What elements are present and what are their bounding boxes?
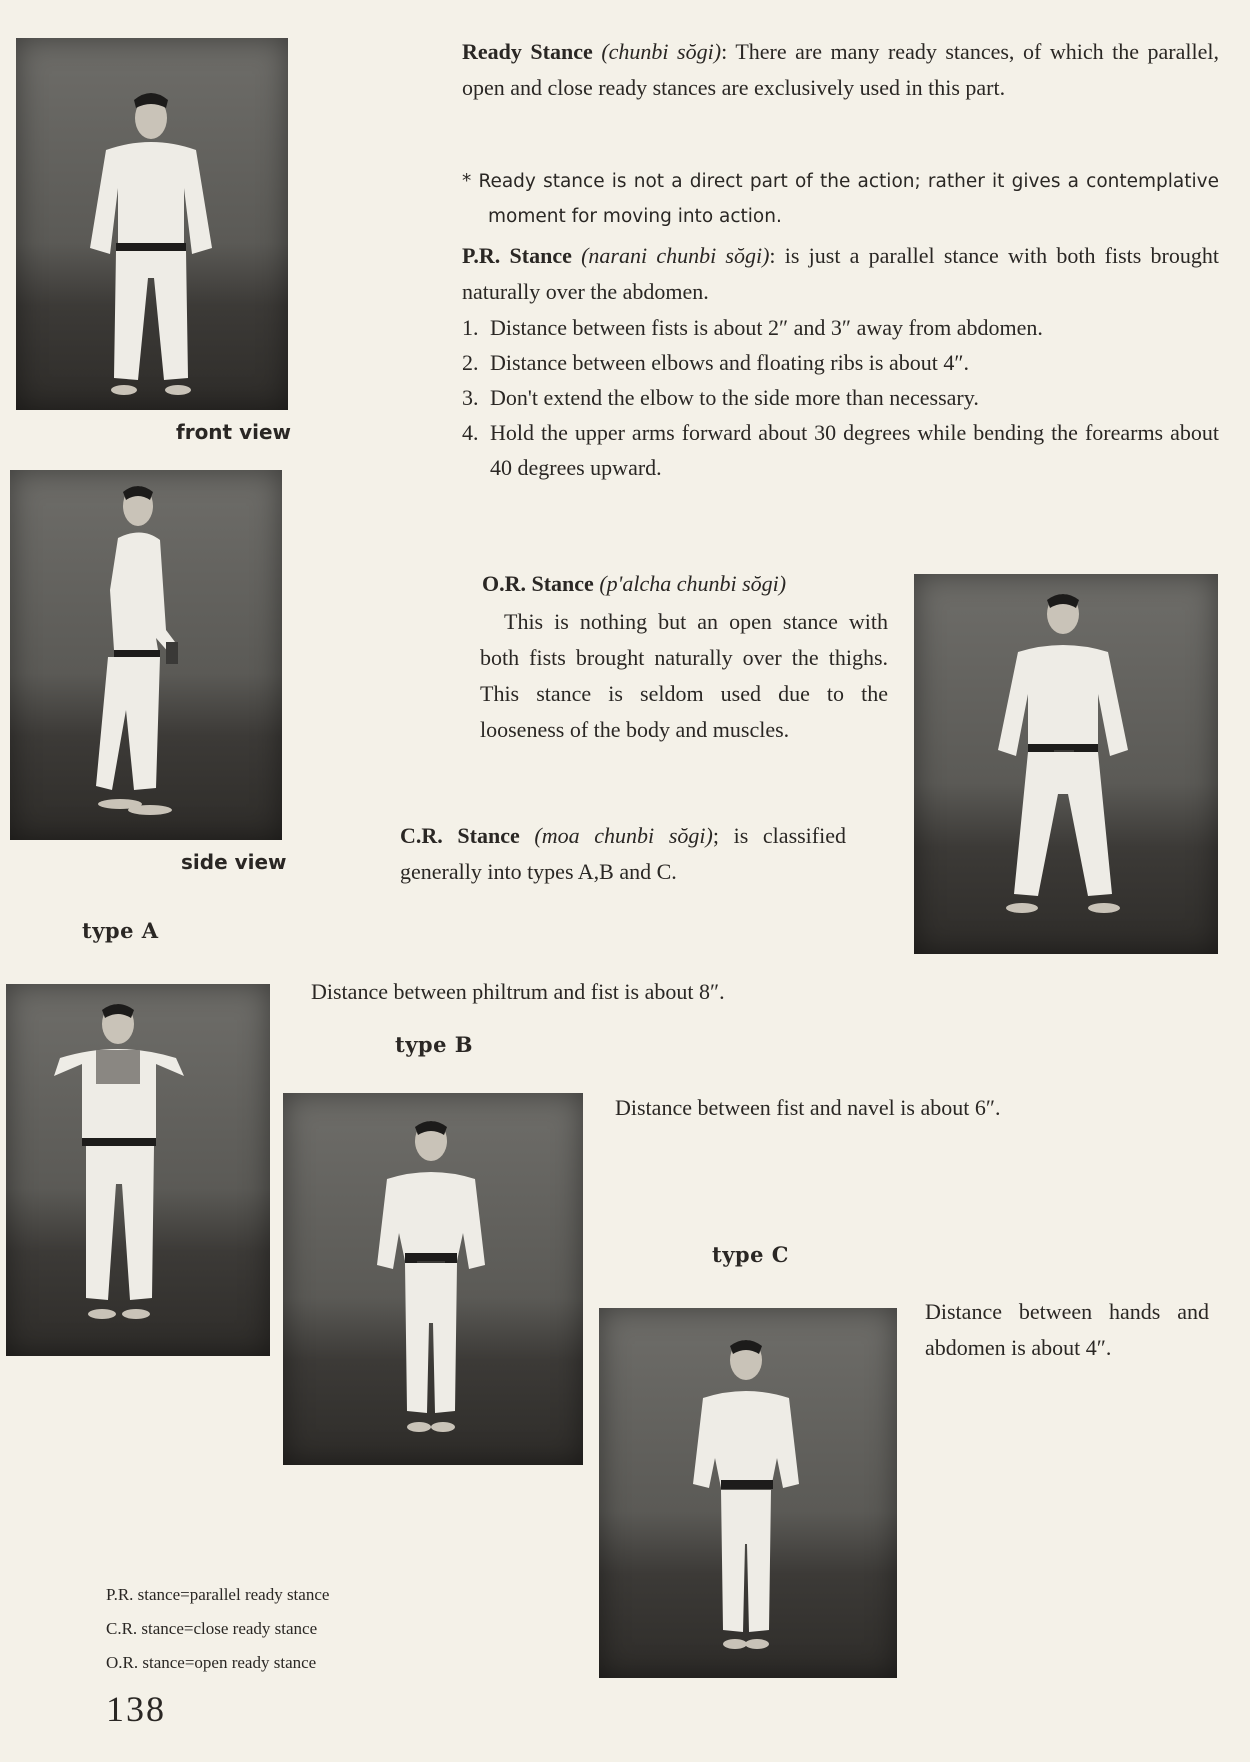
photo-cr-type-a	[6, 984, 270, 1356]
photo-pr-front-view	[16, 38, 288, 410]
or-stance-heading	[482, 566, 890, 602]
list-item-number: 4.	[462, 420, 479, 445]
pr-stance-term: (narani chunbi sŏgi)	[581, 243, 770, 268]
list-item-text: Distance between fists is about 2″ and 3″ away from abdomen.	[490, 315, 1043, 340]
label-type-b: type B	[395, 1032, 474, 1057]
type-c-description: Distance between hands and abdomen is about 4″.	[925, 1299, 1209, 1360]
list-item-text: Don't extend the elbow to the side more than necessary.	[490, 385, 979, 410]
ready-stance-title: Ready Stance	[462, 39, 593, 64]
list-item-number: 2.	[462, 350, 479, 375]
label-type-a: type A	[82, 918, 159, 943]
or-stance-body	[480, 604, 888, 748]
pr-stance-list	[462, 310, 1219, 485]
legend-item: P.R. stance=parallel ready stance	[106, 1585, 330, 1604]
photo-pr-side-view	[10, 470, 282, 840]
label-type-c: type C	[712, 1242, 789, 1267]
list-item	[462, 345, 1219, 380]
type-a-description: Distance between philtrum and fist is about 8″.	[311, 979, 725, 1004]
ready-stance-term: (chunbi sŏgi)	[601, 39, 722, 64]
list-item-number: 3.	[462, 385, 479, 410]
cr-stance-text: ; is classified generally into types A,B and C.	[400, 823, 847, 884]
photo-cr-type-c	[599, 1308, 897, 1678]
list-item-number: 1.	[462, 315, 479, 340]
pr-stance-paragraph	[462, 238, 1219, 310]
cr-stance-title: C.R. Stance	[400, 823, 520, 848]
ready-stance-text: : There are many ready stances, of which the parallel, open and close ready stances are exclusively used in this part.	[462, 39, 1219, 100]
pr-stance-text: : is just a parallel stance with both fists brought naturally over the abdomen.	[462, 243, 1220, 304]
or-stance-body-text: This is nothing but an open stance with both fists brought naturally over the thighs. This stance is seldom used due to the looseness of the body and muscles.	[480, 609, 888, 742]
list-item-text: Hold the upper arms forward about 30 degrees while bending the forearms about 40 degrees upward.	[490, 420, 1219, 480]
legend-item: O.R. stance=open ready stance	[106, 1653, 317, 1672]
pr-stance-title: P.R. Stance	[462, 243, 572, 268]
caption-side-view: side view	[181, 850, 287, 874]
cr-stance-paragraph	[400, 818, 846, 890]
abbreviation-legend	[106, 1578, 329, 1680]
photo-cr-type-b	[283, 1093, 583, 1465]
ready-stance-note-text: * Ready stance is not a direct part of the action; rather it gives a contemplative moment for moving into action.	[462, 171, 1219, 227]
list-item-text: Distance between elbows and floating ribs is about 4″.	[490, 350, 969, 375]
ready-stance-paragraph	[462, 34, 1219, 106]
page-number: 138	[106, 1689, 166, 1729]
type-b-description: Distance between fist and navel is about 6″.	[615, 1095, 1001, 1120]
list-item	[462, 415, 1219, 485]
or-stance-title: O.R. Stance	[482, 571, 594, 596]
list-item	[462, 380, 1219, 415]
ready-stance-note	[462, 164, 1219, 234]
list-item	[462, 310, 1219, 345]
caption-front-view: front view	[176, 420, 291, 444]
cr-stance-term: (moa chunbi sŏgi)	[534, 823, 713, 848]
or-stance-term: (p'alcha chunbi sŏgi)	[599, 571, 787, 596]
legend-item: C.R. stance=close ready stance	[106, 1619, 318, 1638]
photo-or-stance	[914, 574, 1218, 954]
